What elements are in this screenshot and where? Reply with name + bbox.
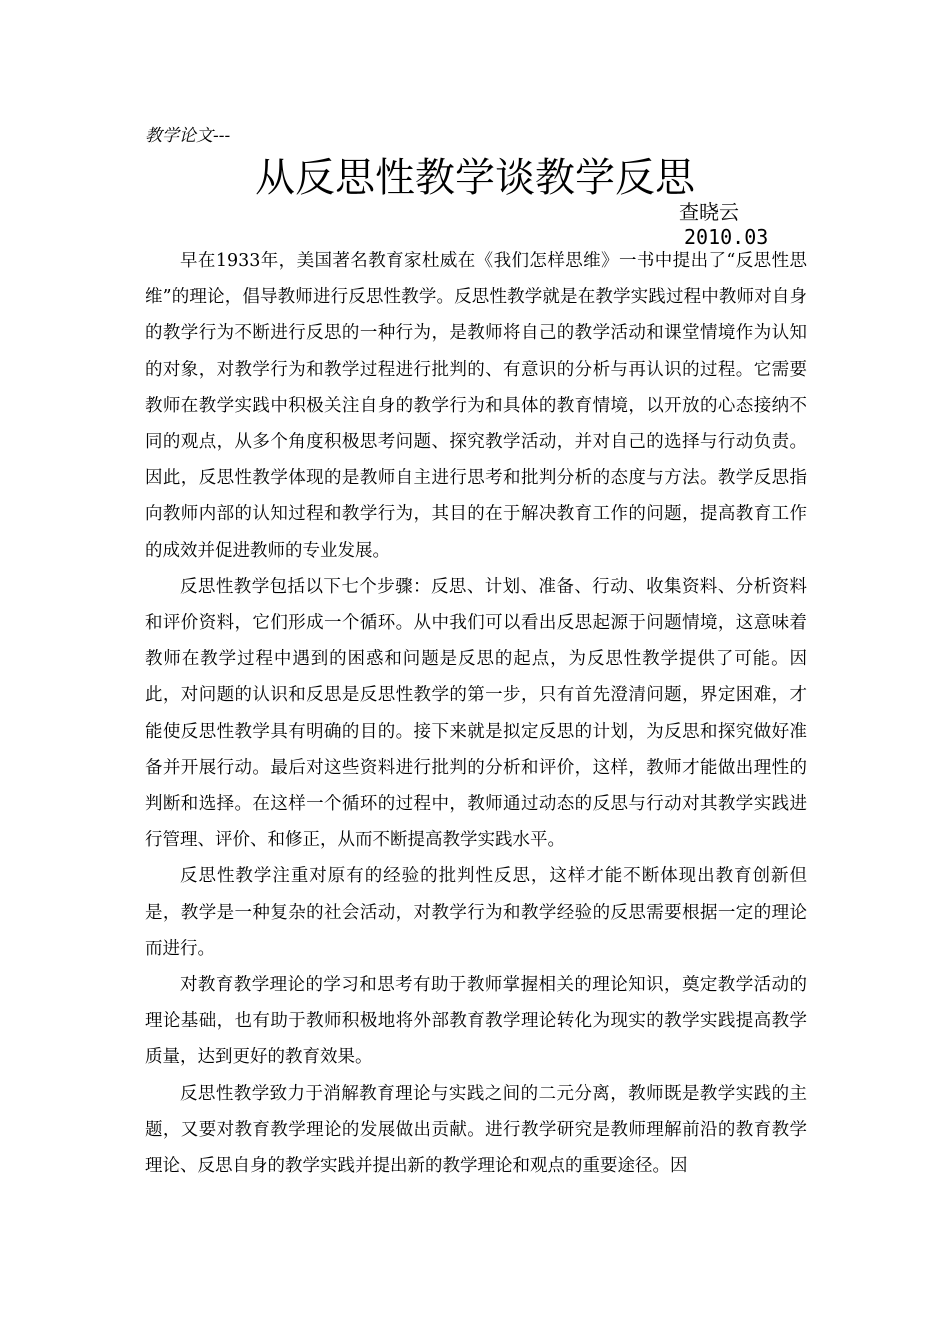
document-body <box>145 243 807 1184</box>
document-title: 从反思性教学谈教学反思 <box>255 155 695 201</box>
paragraph-4: 对教育教学理论的学习和思考有助于教师掌握相关的理论知识，奠定教学活动的理论基础，也有助于教师积极地将外部教育教学理论转化为现实的教学实践提高教学质量，达到更好的教育效果。 <box>145 975 807 1068</box>
paragraph-2: 反思性教学包括以下七个步骤：反思、计划、准备、行动、收集资料、分析资料和评价资料，它们形成一个循环。从中我们可以看出反思起源于问题情境，这意味着教师在教学过程中遇到的困惑和问题是反思的起点，为反思性教学提供了可能。因此，对问题的认识和反思是反思性教学的第一步，只有首先澄清问题，界定困难，才能使反思性教学具有明确的目的。接下来就是拟定反思的计划，为反思和探究做好准备并开展行动。最后对这些资料进行批判的分析和评价，这样，教师才能做出理性的判断和选择。在这样一个循环的过程中，教师通过动态的反思与行动对其教学实践进行管理、评价、和修正，从而不断提高教学实践水平。 <box>145 576 807 851</box>
paragraph-5: 反思性教学致力于消解教育理论与实践之间的二元分离，教师既是教学实践的主题，又要对教育教学理论的发展做出贡献。进行教学研究是教师理解前沿的教育教学理论、反思自身的教学实践并提出新的教学理论和观点的重要途径。因 <box>145 1083 807 1177</box>
document-date: 2010.03 <box>684 225 769 249</box>
document-category: 教学论文--- <box>145 126 231 146</box>
paragraph-1: 早在1933年，美国著名教育家杜威在《我们怎样思维》一书中提出了“反思性思维”的理论，倡导教师进行反思性教学。反思性教学就是在教学实践过程中教师对自身的教学行为不断进行反思的一种行为，是教师将自己的教学活动和课堂情境作为认知的对象，对教学行为和教学过程进行批判的、有意识的分析与再认识的过程。它需要教师在教学实践中积极关注自身的教学行为和具体的教育情境，以开放的心态接纳不同的观点，从多个角度积极思考问题、探究教学活动，并对自己的选择与行动负责。因此，反思性教学体现的是教师自主进行思考和批判分析的态度与方法。教学反思指向教师内部的认知过程和教学行为，其目的在于解决教育工作的问题，提高教育工作的成效并促进教师的专业发展。 <box>145 251 807 561</box>
paragraph-3: 反思性教学注重对原有的经验的批判性反思，这样才能不断体现出教育创新但是，教学是一种复杂的社会活动，对教学行为和教学经验的反思需要根据一定的理论而进行。 <box>145 866 807 959</box>
document-author: 查晓云 <box>679 200 739 224</box>
